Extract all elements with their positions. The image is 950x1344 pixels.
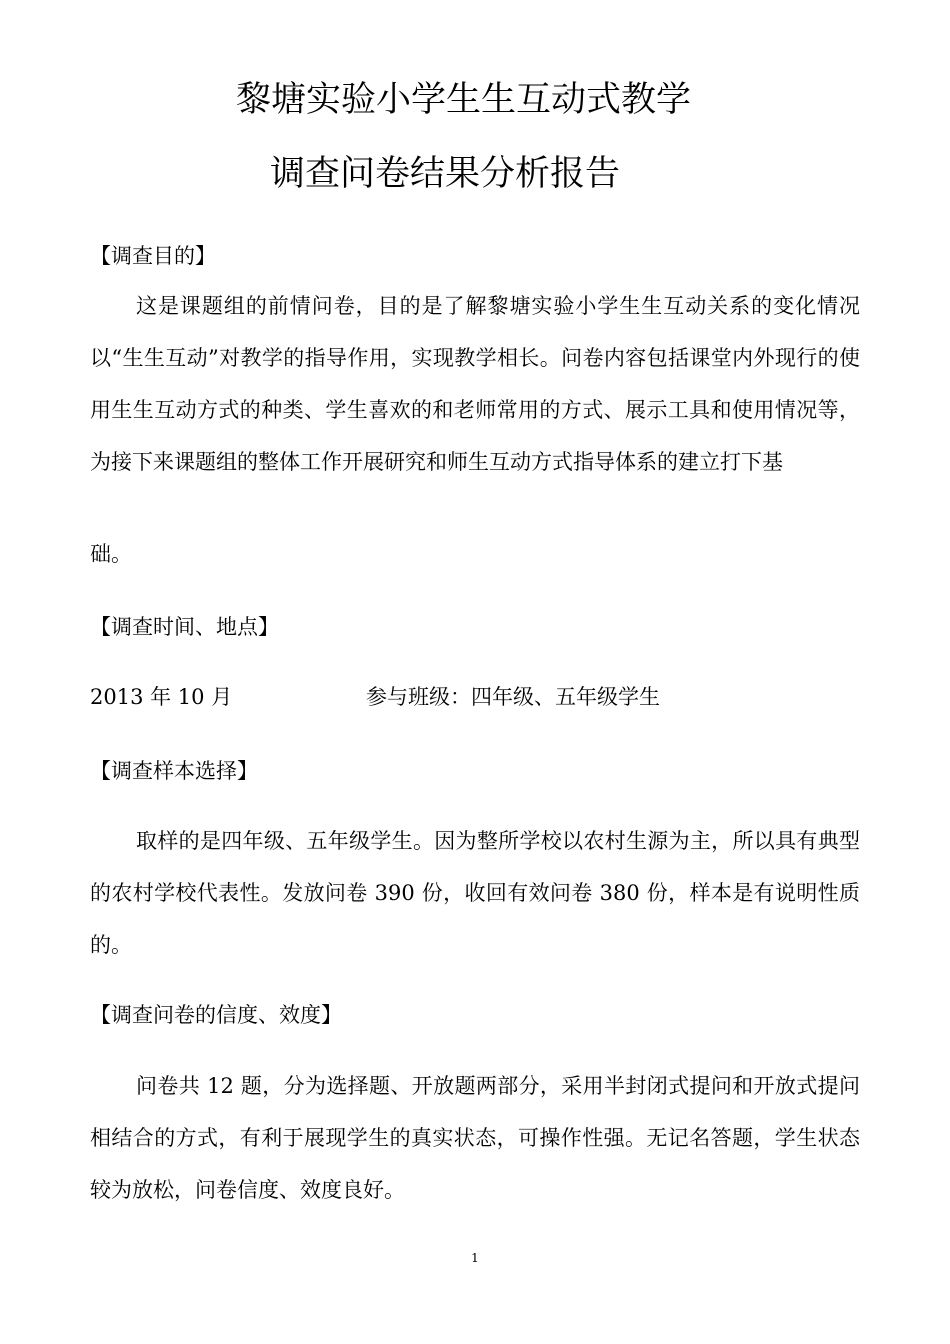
section-body-purpose: 这是课题组的前情问卷，目的是了解黎塘实验小学生生互动关系的变化情况以“生生互动”对教学的指导作用，实现教学相长。问卷内容包括课堂内外现行的使用生生互动方式的种类、学生喜欢的和老师常用的方式、展示工具和使用情况等，为接下来课题组的整体工作开展研究和师生互动方式指导体系的建立打下基	[90, 294, 860, 474]
section-heading-sample: 【调查样本选择】	[90, 759, 258, 783]
time-place-row	[90, 683, 860, 713]
document-title-line-1: 黎塘实验小学生生互动式教学	[236, 80, 692, 120]
section-heading-reliability: 【调查问卷的信度、效度】	[90, 1003, 342, 1027]
section-heading-time-place: 【调查时间、地点】	[90, 615, 279, 639]
section-body-reliability: 问卷共 12 题，分为选择题、开放题两部分，采用半封闭式提问和开放式提问相结合的方式，有利于展现学生的真实状态，可操作性强。无记名答题，学生状态较为放松，问卷信度、效度良好。	[90, 1074, 860, 1202]
section-heading-purpose: 【调查目的】	[90, 244, 216, 268]
page-number: 1	[471, 1251, 479, 1265]
survey-date: 2013 年 10 月	[90, 685, 233, 709]
section-body-purpose-tail: 础。	[90, 542, 132, 566]
survey-classes: 参与班级：四年级、五年级学生	[366, 685, 660, 709]
section-body-sample: 取样的是四年级、五年级学生。因为整所学校以农村生源为主，所以具有典型的农村学校代表性。发放问卷 390 份，收回有效问卷 380 份，样本是有说明性质的。	[90, 829, 860, 957]
document-title-line-2: 调查问卷结果分析报告	[270, 154, 621, 194]
